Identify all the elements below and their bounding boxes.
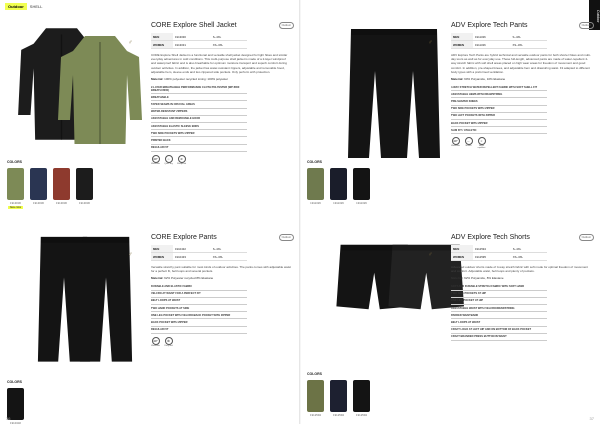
colors-label: COLORS [307, 372, 322, 376]
product-description: ADV Explore Tech Pants are hybrid technical and versatile outdoor pants for both shorter hikes and multi-day tours as well as for everyday use. These full-length, advanced pants are made of water-repellent 4-way stretch fabric with soft shell areas placed on high wear areas for freedom of movement and good comfort. In addition, pre-shaped knees, and adjustable hem and drawstring waist. Fit adapted to different body types with a preformed ventilation. [451, 53, 591, 74]
article-code-cell: 1911326 [473, 41, 511, 49]
material-line [151, 276, 291, 280]
gender-cell: WOMEN [151, 253, 173, 261]
color-swatch[interactable] [53, 168, 70, 209]
subsection-label: SHELL [29, 4, 43, 9]
product-description: Advanced outdoor shorts made of 4-way stretch fabric with soft mode for optimal freedom of movement and comfort. Adjustable waist, belt loops and plenty of pockets. [451, 265, 588, 274]
gender-symbol-icon: ♂ [128, 252, 133, 258]
size-range-cell: S–4XL [511, 33, 547, 41]
swatch-thumbnail[interactable] [330, 168, 347, 200]
color-swatch[interactable] [330, 168, 347, 205]
feature-item: CRAFT BRANDED PRESS BUTTON IN WAIST [451, 334, 547, 341]
size-row [451, 33, 547, 41]
care-symbol-icon: ☼ [165, 155, 173, 163]
new-color-tag: New color [9, 206, 22, 209]
swatch-code: 1911326 [333, 201, 344, 205]
feature-item: TWO LEFT POCKETS WITH ZIPPER [451, 113, 547, 120]
colors-label: COLORS [7, 380, 22, 384]
size-row [451, 253, 547, 261]
care-label: Washable [451, 145, 460, 148]
swatch-thumbnail[interactable] [330, 380, 347, 412]
care-symbol-icon: ≈ [478, 137, 486, 145]
feature-item: 2-LAYER BREATHABLE PERFORMANCE CLOTH POLYESTER (WP 8000 BREATH 8000) [151, 84, 247, 94]
swatch-thumbnail[interactable] [76, 168, 93, 200]
article-code-cell: 1912594 [473, 245, 511, 253]
care-symbol-icon: 40° [153, 156, 158, 161]
feature-item: TWO SIDE POCKETS WITH ZIPPER [151, 130, 247, 137]
right-page [300, 0, 600, 424]
care-item [477, 137, 486, 149]
care-symbol-icon: ≋ [178, 155, 186, 163]
material-label: Material: [451, 276, 464, 281]
feature-item: PRINTED BACK [151, 137, 247, 144]
swatch-code: 1912594 [333, 413, 344, 417]
color-swatches [7, 168, 93, 209]
gender-cell: WOMEN [451, 253, 473, 261]
size-range-cell: S–4XL [511, 245, 547, 253]
product-photo [55, 30, 145, 158]
color-swatch[interactable] [30, 168, 47, 209]
swatch-code: 1912594 [356, 413, 367, 417]
feature-list [451, 84, 547, 134]
feature-item: REGULAR FIT [151, 327, 247, 334]
material-label: Material: [151, 77, 164, 82]
material-text: 100% polyester recycled Lining: 100% polyester [163, 77, 229, 82]
product-jacket [0, 0, 300, 212]
product-title: ADV Explore Tech Shorts [451, 234, 530, 241]
article-code-cell: 1910433 [173, 253, 211, 261]
gender-symbol-icon: ♂ [428, 40, 433, 46]
feature-item: DURABLE AND ELASTIC FABRIC [151, 283, 247, 290]
feature-item: TWO SIDE POCKETS WITH ZIPPER [451, 106, 547, 113]
size-range-cell: S–4XL [211, 33, 247, 41]
swatch-thumbnail[interactable] [30, 168, 47, 200]
product-tech-pants [300, 0, 600, 212]
swatch-thumbnail[interactable] [307, 380, 324, 412]
feature-list [451, 283, 547, 341]
color-swatch[interactable] [353, 380, 370, 417]
size-table [451, 33, 547, 49]
product-description: Versatile stretchy pant suitable for most kinds of outdoor activities. The pants comes with adjustable waist for a perfect fit, belt loops and several pockets. [151, 265, 291, 274]
product-description: CORE Explore Shell Jacket is a functional and versatile shell jacket designed for light hikes and similar everyday adventures in cold conditions. This multi-purpose shell jacket is made of a 2-layer windproof and waterproof fabric and is also breathable for optimum moisture transport and superb comfort during outdoor activities. In addition, the jacket has water-resistant zippers, adjustable and removable hood, adjustable hem, sleeve ends and two zippered side pockets. Only perform with protection. [151, 53, 288, 74]
product-tech-shorts [300, 212, 600, 424]
category-badge: Outdoor [279, 234, 294, 241]
colors-label: COLORS [307, 160, 322, 164]
size-row [451, 245, 547, 253]
swatch-code: 1913030 [56, 201, 67, 205]
care-item [164, 155, 173, 165]
feature-list [151, 283, 247, 333]
care-item [151, 337, 160, 347]
size-range-cell: XS–3XL [211, 41, 247, 49]
material-label: Material: [151, 276, 164, 281]
swatch-code: 1911326 [356, 201, 367, 205]
size-row [151, 245, 247, 253]
feature-item: ADJUSTABLE AND REMOVABLE HOOD [151, 116, 247, 123]
feature-item: CRAFT LOGO AT LEFT HIP AND ON BOTTOM OF BACK POCKET [451, 327, 547, 334]
feature-item: 4-WAY STRETCH WATER REPELLENT FABRIC WITH SOFT SHELL FIT [451, 84, 547, 91]
product-photo [77, 234, 135, 372]
swatch-code: 1913030 [79, 201, 90, 205]
feature-item: BELT LOOPS AT WAIST [451, 319, 547, 326]
product-info [151, 22, 291, 165]
gender-cell: MEN [151, 33, 173, 41]
size-range-cell: XS–3XL [511, 41, 547, 49]
care-item [151, 155, 160, 165]
size-table [451, 245, 547, 261]
care-icons [151, 337, 291, 347]
feature-item: TAPED SEAMS IN CRUCIAL AREAS [151, 101, 247, 108]
material-label: Material: [451, 77, 464, 82]
section-tag: Outdoor [5, 3, 27, 10]
care-label: Water repellent [477, 145, 486, 150]
feature-item: WATER-RESISTANT ZIPPERS [151, 109, 247, 116]
feature-item: ADJUSTABLE WAIST WITH VELCRO/DRAWSTRING [451, 305, 547, 312]
color-swatch[interactable] [330, 380, 347, 417]
size-row [151, 253, 247, 261]
page-number-right: 37 [589, 416, 594, 421]
article-code-cell: 1912595 [473, 253, 511, 261]
swatch-thumbnail[interactable] [353, 168, 370, 200]
size-range-cell: S–4XL [211, 245, 247, 253]
feature-item: BREATHABLE [151, 94, 247, 101]
feature-item: BELT LOOPS AT WAIST [151, 298, 247, 305]
material-text: 90% Polyamide, 10% Elastane [463, 77, 506, 82]
size-range-cell: XS–3XL [511, 253, 547, 261]
feature-item: ADJUSTABLE HEMS WITH DRAWSTRING [451, 91, 547, 98]
gender-cell: MEN [151, 245, 173, 253]
swatch-code: 1912594 [310, 413, 321, 417]
product-images [305, 232, 440, 382]
article-code-cell: 1911326 [473, 33, 511, 41]
swatch-code: 1913030 [33, 201, 44, 205]
care-icons [451, 137, 591, 149]
feature-item: ONE LEG POCKET AT HIP [451, 298, 547, 305]
product-core-pants [0, 212, 300, 424]
feature-list [151, 84, 247, 152]
color-swatches [307, 168, 370, 205]
care-symbol-icon: ↔ [465, 137, 473, 145]
gender-cell: WOMEN [451, 41, 473, 49]
size-row [451, 41, 547, 49]
color-swatches [307, 380, 370, 417]
product-title: ADV Explore Tech Pants [451, 22, 528, 29]
material-text: 92% Polyester recycled 8% Elastane [163, 276, 214, 281]
swatch-thumbnail[interactable] [7, 168, 24, 200]
care-item [464, 137, 473, 149]
feature-item: TWO SIDE POCKETS AT HIP [451, 291, 547, 298]
article-code-cell: 1913030 [173, 33, 211, 41]
material-line [451, 276, 591, 280]
care-label: Washable [151, 344, 160, 347]
product-title: CORE Explore Pants [151, 234, 217, 241]
gender-cell: MEN [451, 245, 473, 253]
care-item [164, 337, 173, 347]
feature-item: BACK POCKET WITH ZIPPER [451, 120, 547, 127]
swatch-code: 1913030 [10, 201, 21, 205]
size-row [151, 33, 247, 41]
product-info [151, 234, 291, 347]
size-range-cell: XS–3XL [211, 253, 247, 261]
care-label: Windproof [177, 162, 187, 165]
feature-item: VELCRO AT WAIST FOR A PERFECT FIT [151, 291, 247, 298]
care-symbol-icon: ♻ [165, 337, 173, 345]
feature-item: ONE LEG POCKET WITH VELCRO/BACK POCKET WITH ZIPPER [151, 312, 247, 319]
feature-item: SOFT AND DURABLE STRETCH FABRIC WITH SOFT HAND [451, 283, 547, 290]
product-info [451, 22, 591, 149]
product-photo [383, 26, 443, 169]
feature-item: PADDED WAISTBAND [451, 312, 547, 319]
side-tab: Outdoor [589, 0, 600, 30]
colors-label: COLORS [7, 160, 22, 164]
product-info [451, 234, 591, 341]
feature-item: ADJUSTABLE ELASTIC SLEEVE ENDS [151, 123, 247, 130]
category-badge: Outdoor [579, 22, 594, 29]
size-table [151, 245, 247, 261]
feature-item: BACK POCKET WITH ZIPPER [151, 319, 247, 326]
gender-symbol-icon: ♂ [428, 252, 433, 258]
color-swatch[interactable] [7, 168, 24, 209]
color-swatch[interactable] [353, 168, 370, 205]
swatch-thumbnail[interactable] [307, 168, 324, 200]
care-label: Quick dry [164, 162, 173, 165]
color-swatch[interactable] [307, 380, 324, 417]
care-symbol-icon: 40° [453, 139, 458, 144]
size-table [151, 33, 247, 49]
product-images [305, 20, 440, 170]
category-badge: Outdoor [279, 22, 294, 29]
swatch-thumbnail[interactable] [353, 380, 370, 412]
care-label: Recycled [164, 344, 173, 347]
gender-cell: WOMEN [151, 41, 173, 49]
page-number-left: 36 [6, 416, 11, 421]
feature-item: PRE-SHAPED KNEES [451, 98, 547, 105]
product-images [5, 20, 140, 170]
article-code-cell: 1913031 [173, 41, 211, 49]
care-icons [151, 155, 291, 165]
size-row [151, 41, 247, 49]
care-label: Stretch [465, 145, 472, 148]
material-text: 92% Polyamide, 8% Elastane [463, 276, 504, 281]
product-title: CORE Explore Shell Jacket [151, 22, 237, 29]
swatch-code: 1911326 [310, 201, 321, 205]
care-item [451, 137, 460, 149]
material-line [151, 77, 291, 81]
care-symbol-icon: 40° [153, 338, 158, 343]
feature-item: SLIM FIT / ATHLETIC [451, 127, 547, 134]
swatch-code: 1910432 [10, 421, 21, 424]
swatch-thumbnail[interactable] [53, 168, 70, 200]
gender-cell: MEN [451, 33, 473, 41]
article-code-cell: 1910432 [173, 245, 211, 253]
category-badge: Outdoor [579, 234, 594, 241]
care-item [177, 155, 186, 165]
product-images [5, 232, 140, 382]
care-label: Washable [151, 162, 160, 165]
color-swatch[interactable] [307, 168, 324, 205]
material-line [451, 77, 591, 81]
feature-item: TWO HAND POCKETS AT SIDE [151, 305, 247, 312]
gender-symbol-icon: ♂ [128, 40, 133, 46]
color-swatch[interactable] [76, 168, 93, 209]
feature-item: REGULAR FIT [151, 145, 247, 152]
